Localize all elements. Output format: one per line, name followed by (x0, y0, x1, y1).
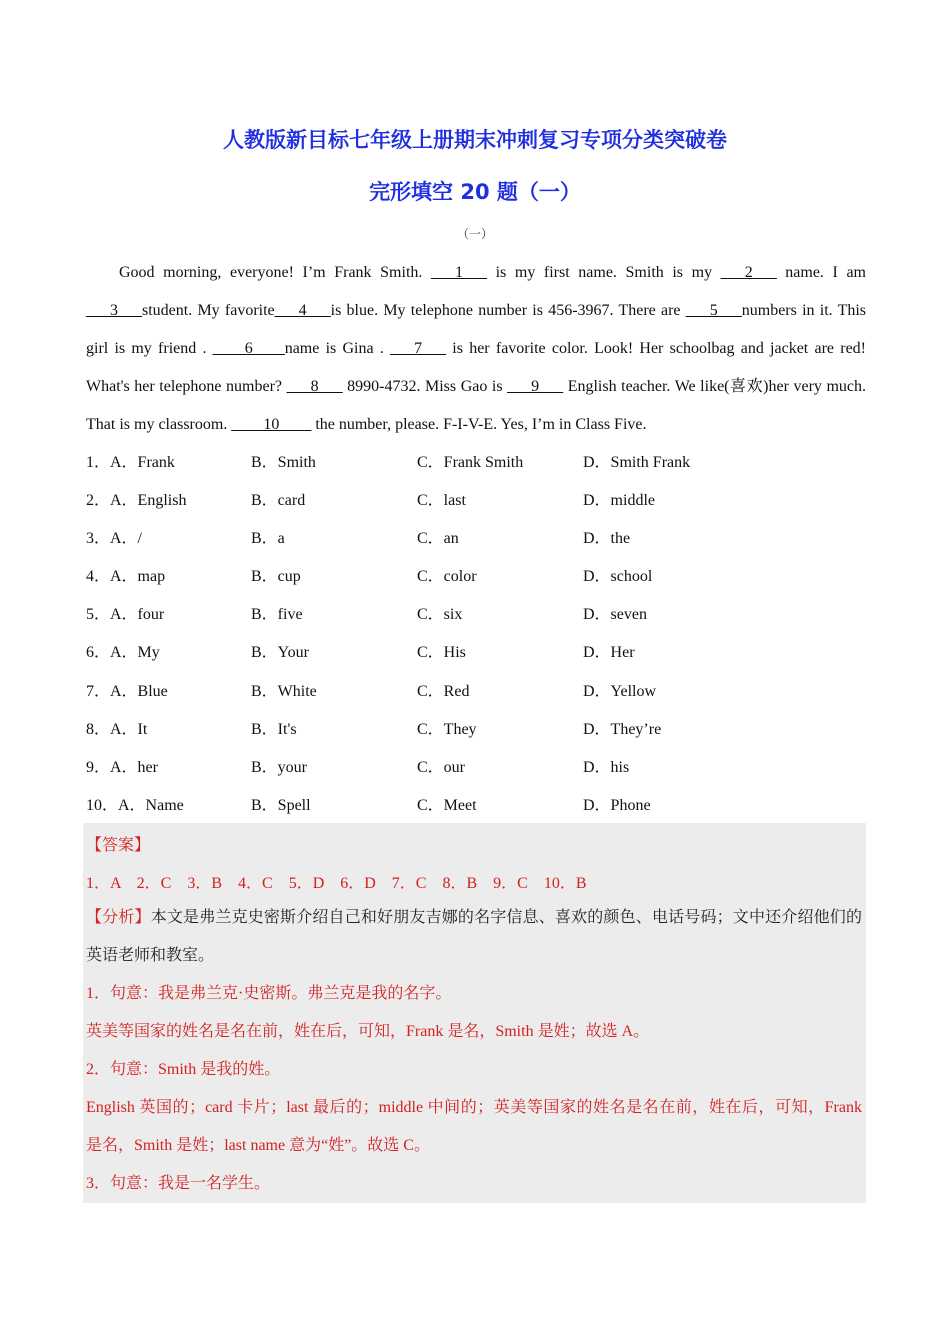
option-a: 1．A．Frank (86, 454, 175, 471)
option-d: D．school (583, 568, 653, 586)
option-c: C．His (417, 644, 466, 662)
option-row (86, 520, 866, 558)
option-row (86, 711, 866, 749)
option-c: C．an (417, 530, 459, 548)
q2-explanation: English 英国的；card 卡片；last 最后的；middle 中间的；英美等国家的姓名是名在前，姓在后，可知，Frank 是名，Smith 是姓；last name 意为“姓”。故选 C。 (86, 1099, 862, 1154)
option-c: C．last (417, 492, 466, 510)
option-c: C．They (417, 720, 477, 738)
q1-translation: 1．句意：我是弗兰克·史密斯。弗兰克是我的名字。 (86, 985, 452, 1002)
option-b: B．your (251, 758, 308, 776)
option-a: 9．A．her (86, 758, 158, 776)
blank-9: ___9___ (507, 378, 564, 395)
option-b: B．Smith (251, 454, 316, 471)
option-a: 8．A．It (86, 720, 148, 738)
option-c: C．six (417, 606, 463, 624)
option-d: D．the (583, 530, 631, 548)
title-line-1: 人教版新目标七年级上册期末冲刺复习专项分类突破卷 (223, 128, 727, 152)
cloze-passage: Good morning, everyone! I’m Frank Smith. ___1___ is my first name. Smith is my ___2___ name. I am ___3___student. My favorite___4___is blue. My telephone number is 456-3967. There are ___5___numbers in it. This girl is my friend . ____6____name is Gina . ___7___ is her favorite color. Look! Her schoolbag and jacket are red! What's her telephone number? ___8___ 8990-4732. Miss Gao is ___9___ English teacher. We like(喜欢)her very much. That is my classroom. ____10____ the number, please. F-I-V-E. Yes, I’m in Class Five. (86, 264, 867, 433)
option-c: C．Frank Smith (417, 454, 524, 471)
option-d: D．Smith Frank (583, 454, 691, 471)
option-c: C．our (417, 758, 466, 776)
answer-label: 【答案】 (86, 837, 151, 854)
title-line-2: 完形填空 20 题（一） (369, 180, 581, 204)
option-d: D．seven (583, 606, 647, 624)
blank-4: ___4___ (274, 302, 331, 319)
option-a: 4．A．map (86, 568, 166, 586)
option-c: C．color (417, 568, 477, 586)
option-a: 3．A．/ (86, 530, 143, 548)
option-b: B．cup (251, 568, 301, 586)
option-row (86, 596, 866, 634)
option-a: 5．A．four (86, 606, 165, 624)
option-row (86, 634, 866, 672)
option-d: D．his (583, 758, 630, 776)
q1-explanation: 英美等国家的姓名是名在前，姓在后，可知，Frank 是名，Smith 是姓；故选 A。 (86, 1023, 650, 1040)
option-b: B．card (251, 492, 306, 510)
option-row (86, 749, 866, 787)
blank-7: ___7___ (390, 340, 447, 357)
option-b: B．five (251, 606, 303, 624)
option-c: C．Red (417, 682, 470, 700)
blank-3: ___3___ (86, 302, 142, 319)
option-row (86, 482, 866, 520)
section-subheading: （一） (456, 227, 493, 241)
option-a: 2．A．English (86, 492, 187, 510)
blank-10: ____10____ (231, 416, 312, 433)
option-row (86, 444, 866, 482)
option-row (86, 787, 866, 825)
q2-translation: 2．句意：Smith 是我的姓。 (86, 1061, 281, 1078)
option-b: B．a (251, 530, 285, 548)
option-b: B．Your (251, 644, 309, 662)
option-a: 6．A．My (86, 644, 160, 662)
option-d: D．Yellow (583, 682, 657, 700)
blank-1: ___1___ (431, 264, 487, 281)
options-list (86, 444, 866, 825)
blank-5: ___5___ (685, 302, 742, 319)
option-c: C．Meet (417, 796, 477, 814)
blank-6: ____6____ (212, 340, 285, 357)
blank-2: ___2___ (720, 264, 777, 281)
answer-explanations (86, 899, 862, 1203)
option-d: D．They’re (583, 720, 662, 738)
option-row (86, 673, 866, 711)
option-d: D．middle (583, 492, 655, 510)
option-d: D．Phone (583, 796, 651, 814)
option-b: B．It's (251, 720, 297, 738)
option-row (86, 558, 866, 596)
option-d: D．Her (583, 644, 635, 662)
analysis-label: 【分析】 (86, 909, 151, 926)
blank-8: ___8___ (286, 378, 343, 395)
q3-translation: 3．句意：我是一名学生。 (86, 1175, 271, 1192)
analysis-paragraph: 【分析】本文是弗兰克史密斯介绍自己和好朋友吉娜的名字信息、喜欢的颜色、电话号码；文中还介绍他们的英语老师和教室。 (86, 909, 862, 964)
option-a: 10．A．Name (86, 796, 184, 814)
answer-key: 1．A 2．C 3．B 4．C 5．D 6．D 7．C 8．B 9．C 10．B (86, 875, 587, 892)
option-b: B．White (251, 682, 317, 700)
option-b: B．Spell (251, 796, 311, 814)
option-a: 7．A．Blue (86, 682, 168, 700)
